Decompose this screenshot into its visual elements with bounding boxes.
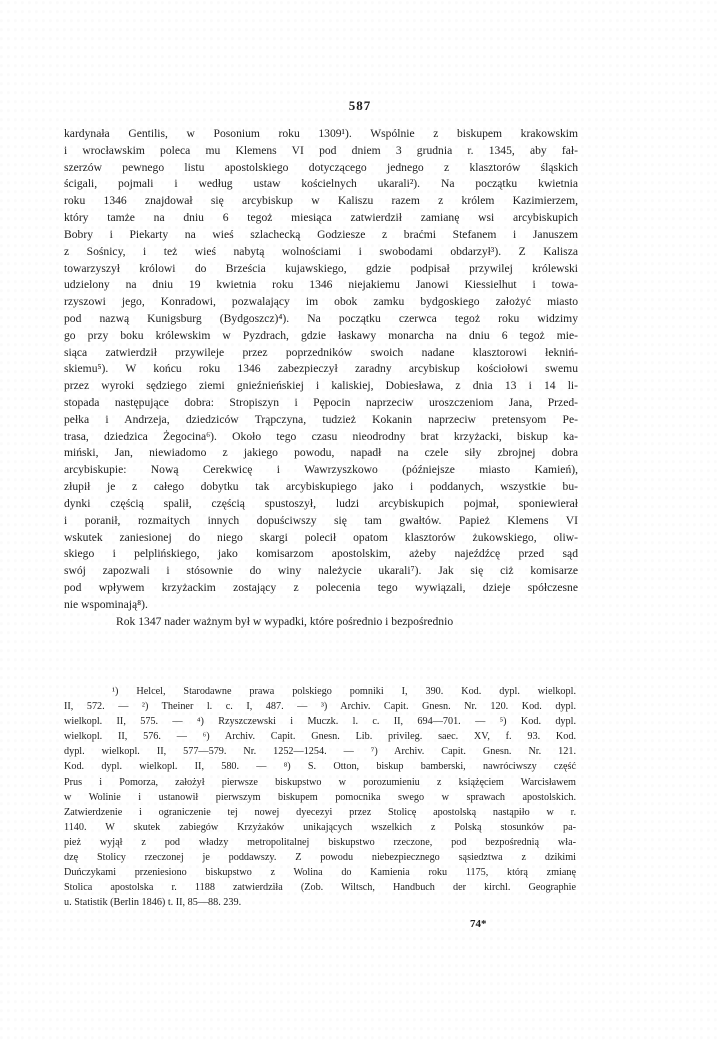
footnote-line: wielkopl. II, 576. — ⁶) Archiv. Capit. Gnesn. Lib. privileg. saec. XV, f. 93. Kod. (64, 731, 576, 743)
text-line: Rok 1347 nader ważnym był w wypadki, które pośrednio i bezpośrednio (116, 614, 454, 628)
text-line: Bobry i Piekarty na wieś szlachecką Godziesze z braćmi Stefanem i Januszem (64, 227, 578, 241)
text-line: pod wpływem krzyżackim zostający z polecenia tego wywiązali, dzieje spółczesne (64, 580, 578, 594)
text-line: towarzyszył królowi do Brześcia kujawskiego, gdzie podpisał przywilej królewski (64, 261, 578, 275)
text-line: miński, Jan, niewiadomo z jakiego powodu, napadł na czele siły zbrojnej dobra (64, 446, 578, 460)
footnote-line: pież wyjął z pod władzy metropolitalnej biskupstwo rzeczone, pod bezpośrednią wła- (64, 836, 576, 848)
text-line: ścigali, pojmali i według ustaw kościelnych ukarali²). Na początku kwietnia (64, 177, 578, 191)
text-line: wskutek zaniesionej do niego skargi polecił opatom klasztorów żukowskiego, oliw- (64, 530, 578, 544)
text-line: udzielony na dniu 19 kwietnia roku 1346 niejakiemu Janowi Kiessielhut i towa- (64, 278, 578, 292)
text-line: stopada następujące dobra: Stropiszyn i Pępocin naprzeciw uroszczeniom Jana, Przed- (64, 396, 578, 409)
text-line: kardynała Gentilis, w Posonium roku 1309¹). Wspólnie z biskupem krakowskim (64, 127, 578, 140)
footnote-line: 1140. W skutek zabiegów Krzyżaków unikających wszelkich z Polską stosunków pa- (64, 821, 576, 833)
footnote-line: II, 572. — ²) Theiner l. c. I, 487. — ³) Archiv. Capit. Gnesn. Nr. 120. Kod. dypl. (64, 701, 576, 713)
text-line: arcybiskupie: Nową Cerekwicę i Wawrzyszkowo (późniejsze miasto Kamień), (64, 463, 578, 477)
footnote-line: dypl. wielkopl. II, 577—579. Nr. 1252—1254. — ⁷) Archiv. Capit. Gnesn. Nr. 121. (64, 746, 576, 758)
text-line: z Sośnicy, i też wieś nabytą wolnościami i swobodami obdarzył³). Z Kalisza (64, 244, 578, 258)
footnote-line: u. Statistik (Berlin 1846) t. II, 85—88. 239. (64, 897, 242, 909)
text-line: swój zapozwali i stósownie do winy należycie ukarali⁷). Jak się ciż komisarze (64, 564, 578, 578)
footnote-line: ¹) Helcel, Starodawne prawa polskiego pomniki I, 390. Kod. dypl. wielkopl. (112, 686, 576, 697)
text-line: przez wyroki sędziego ziemi gnieźnieńskiej i kaliskiej, Dobiesława, z dnia 13 i 14 li- (64, 379, 578, 393)
main-text (64, 126, 578, 630)
footnote-line: wielkopl. II, 575. — ⁴) Rzyszczewski i Muczk. l. c. II, 694—701. — ⁵) Kod. dypl. (64, 716, 576, 728)
page-number: 587 (348, 98, 372, 113)
text-line: skiemu⁵). W końcu roku 1346 zabezpieczył zaradny arcybiskup kościołowi swemu (64, 362, 578, 376)
text-line: go przy boku królewskim w Pyzdrach, gdzie łaskawy monarcha na dniu 6 tegoż mie- (64, 328, 578, 342)
text-line: i wrocławskim poleca mu Klemens VI pod dniem 3 grudnia r. 1345, aby fał- (64, 143, 578, 157)
footnote-line: w Wolinie i ustanowił pierwszym biskupem pomocnika swego w sprawach apostolskich. (64, 791, 576, 803)
text-line: nie wspominają⁸). (64, 597, 148, 611)
footnote-line: Prus i Pomorza, założył pierwsze biskupstwo w porozumieniu z książęciem Warcisławem (64, 776, 576, 788)
text-line: skiego i pelplińskiego, jako komisarzom apostolskim, ażeby najeźdźcę przed sąd (64, 547, 578, 561)
footnote-line: Duńczykami przeniesiono biskupstwo z Wolina do Kamienia roku 1175, którą zmianę (64, 867, 576, 879)
footnotes (64, 684, 576, 910)
text-line: pod nazwą Kunigsburg (Bydgoszcz)⁴). Na początku czerwca tegoż roku widzimy (64, 311, 578, 325)
footnote-line: dzę Stolicy rzeczonej je poddawszy. Z powodu niebezpiecznego sąsiedztwa z dzikimi (64, 852, 576, 864)
text-line: pełka i Andrzeja, dziedziców Trąpczyna, tudzież Kokanin naprzeciw pretensyom Pe- (64, 412, 578, 426)
text-line: trasa, dziedzica Żegocina⁶). Około tego czasu nieodrodny brat krzyżacki, biskup ka- (64, 429, 578, 443)
printer-signature: 74* (470, 918, 487, 930)
text-line: szerzów pewnego listu apostolskiego dotyczącego jednego z klasztorów śląskich (64, 160, 578, 174)
footnote-line: Stolica apostolska r. 1188 zatwierdziła (Zob. Wiltsch, Handbuch der kirchl. Geographie (64, 882, 576, 894)
text-line: siąca zatwierdził przywileje przez poprzedników swoich nadane klasztorowi łekniń- (64, 345, 578, 359)
footnote-line: Kod. dypl. wielkopl. II, 580. — ⁸) S. Otton, biskup bamberski, nawróciwszy część (64, 761, 576, 773)
text-line: dynki częścią spalił, częścią spustoszył, ludzi arcybiskupich pojmał, sponiewierał (64, 496, 578, 510)
text-line: złupił je z całego dobytku tak arcybiskupiego jako i poddanych, wszystkie bu- (64, 480, 578, 494)
footnote-line: Zatwierdzenie i ograniczenie tej nowej dyecezyi przez Stolicę apostolską nastąpiło w r. (64, 806, 576, 818)
text-line: i poranił, rozmaitych innych dopuściwszy się tam gwałtów. Papież Klemens VI (64, 513, 578, 527)
text-line: rzyszowi jego, Konradowi, pozwalający im obok zamku bydgoskiego założyć miasto (64, 295, 578, 309)
text-line: roku 1346 znajdował się arcybiskup w Kaliszu razem z królem Kazimierzem, (64, 194, 578, 208)
text-line: który tamże na dniu 6 tegoż miesiąca zatwierdził zamianę wsi arcybiskupich (64, 211, 578, 225)
